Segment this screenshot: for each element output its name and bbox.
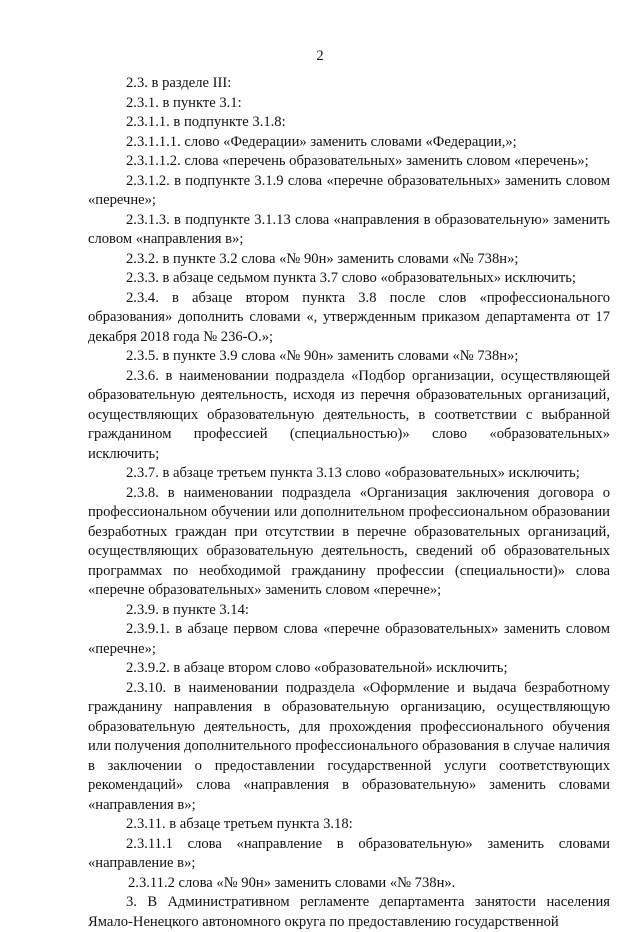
paragraph-2-3-1-1-2: 2.3.1.1.2. слова «перечень образовательных» заменить словом «перечень»; [126,153,589,169]
paragraph-2-3-7: 2.3.7. в абзаце третьем пункта 3.13 слово «образовательных» исключить; [126,465,580,481]
paragraph-2-3-6: 2.3.6. в наименовании подраздела «Подбор организации, осуществляющей образовательную деятельность, исходя из перечня образовательных организаций, осуществляющих образовательную деятельность, в соответствии с выбранной гражданином профессией (специальностью)» слово «образовательных» исключить; [88,367,610,462]
paragraph-2-3-1-1-1: 2.3.1.1.1. слово «Федерации» заменить словами «Федерации,»; [126,133,517,150]
paragraph-2-3-4: 2.3.4. в абзаце втором пункта 3.8 после слов «профессионального образования» дополнить словами «, утвержденным приказом департамента от 17 декабря 2018 года № 236-О.»; [88,289,610,345]
document-body [88,74,610,932]
paragraph-2-3-2: 2.3.2. в пункте 3.2 слова «№ 90н» заменить словами «№ 738н»; [126,250,519,267]
paragraph-2-3-11-1: 2.3.11.1 слова «направление в образовательную» заменить словами «направление в»; [88,835,610,871]
paragraph-2-3-10: 2.3.10. в наименовании подраздела «Оформление и выдача безработному гражданину направления в образовательную организацию, осуществляющую образовательную деятельность, для прохождения профессионального обучения или получения дополнительного профессионального образования в случае наличия в заключении о предоставлении государственной услуги соответствующих рекомендаций» слова «направления в образовательную» заменить словами «направления в»; [88,679,610,813]
paragraph-2-3-11: 2.3.11. в абзаце третьем пункта 3.18: [126,816,353,832]
paragraph-2-3-9-2: 2.3.9.2. в абзаце втором слово «образовательной» исключить; [126,660,508,676]
paragraph-2-3-8: 2.3.8. в наименовании подраздела «Организация заключения договора о профессиональном обучении или дополнительном профессиональном образовании безработных граждан при отсутствии в перечне образовательных организаций, осуществляющих образовательную деятельность, сведений об образовательных программах по необходимой гражданину профессии (специальности)» слова «перечне образовательных» заменить словом «перечне»; [88,484,610,598]
paragraph-2-3-3: 2.3.3. в абзаце седьмом пункта 3.7 слово «образовательных» исключить; [126,270,576,286]
paragraph-2-3-9-1: 2.3.9.1. в абзаце первом слова «перечне образовательных» заменить словом «перечне»; [88,621,610,657]
paragraph-2-3-1-2: 2.3.1.2. в подпункте 3.1.9 слова «перечне образовательных» заменить словом «перечне»; [88,172,610,208]
paragraph-2-3-1-3: 2.3.1.3. в подпункте 3.1.13 слова «направления в образовательную» заменить словом «направления в»; [88,211,610,247]
paragraph-2-3-5: 2.3.5. в пункте 3.9 слова «№ 90н» заменить словами «№ 738н»; [126,348,519,364]
paragraph-2-3-9: 2.3.9. в пункте 3.14: [126,601,249,618]
paragraph-2-3-11-2: 2.3.11.2 слова «№ 90н» заменить словами «№ 738н». [128,874,456,891]
paragraph-3: 3. В Административном регламенте департамента занятости населения Ямало-Ненецкого автономного округа по предоставлению государственной [88,894,610,930]
paragraph-2-3: 2.3. в разделе III: [126,75,232,91]
page-number: 2 [316,48,324,64]
paragraph-2-3-1: 2.3.1. в пункте 3.1: [126,94,242,111]
paragraph-2-3-1-1: 2.3.1.1. в подпункте 3.1.8: [126,114,286,130]
